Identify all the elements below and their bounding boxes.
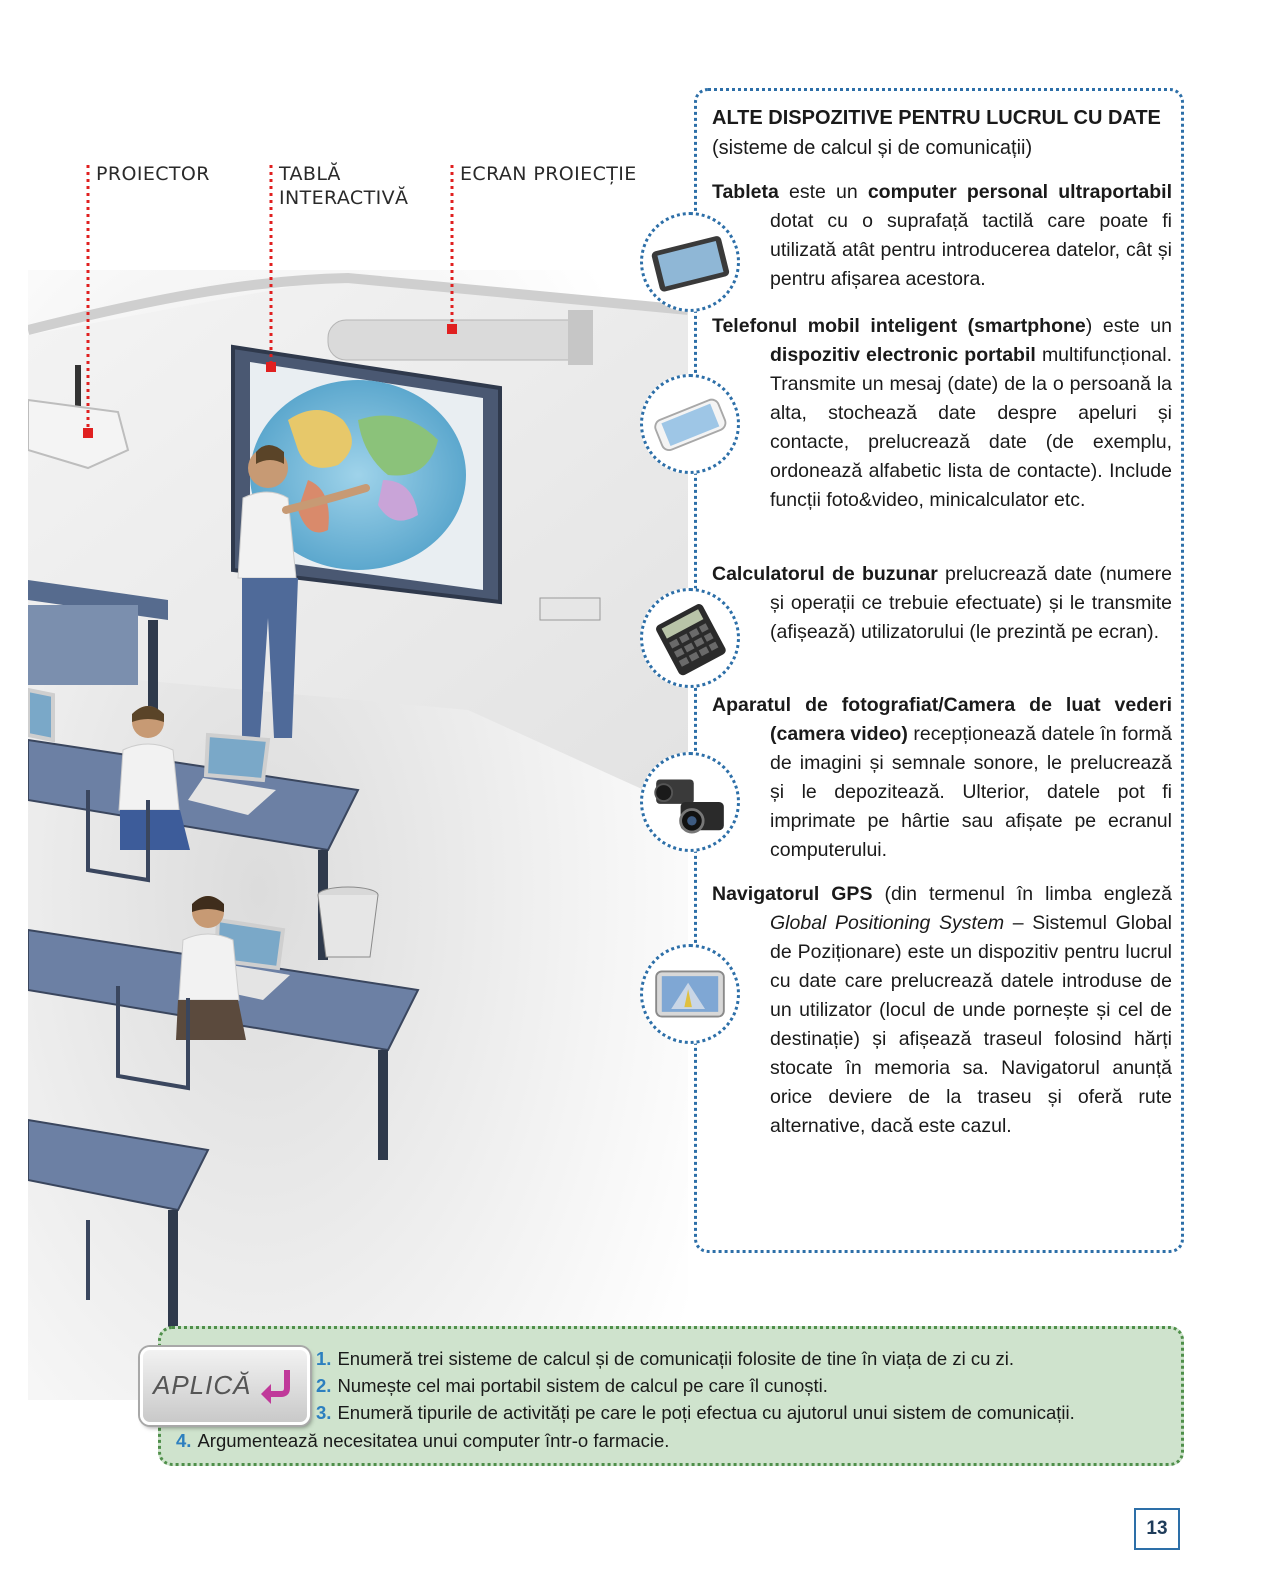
entry-term: computer personal ultraportabil — [867, 181, 1172, 203]
apply-item-4 — [176, 1428, 669, 1454]
entry-text — [712, 178, 1172, 294]
entry-text — [712, 880, 1172, 1141]
apply-item-text: Numește cel mai portabil sistem de calcul pe care îl cunoști. — [337, 1375, 828, 1396]
entry-camera — [712, 691, 1172, 865]
apply-item-text: Argumentează necesitatea unui computer într-o farmacie. — [197, 1430, 670, 1451]
calculator-icon — [640, 588, 740, 688]
classroom-illustration — [28, 150, 688, 1400]
apply-item-1 — [316, 1346, 1014, 1372]
entry-description: multifuncțional. Transmite un mesaj (date) de la o persoană la alta, stochează date despre apeluri și contacte, prelucrează date (de exemplu, ordonează alfabetic lista de contacte). Include funcții foto&video, minicalculator etc. — [770, 344, 1173, 511]
apply-item-text: Enumeră tipurile de activități pe care le poți efectua cu ajutorul unui sistem de comunicații. — [337, 1402, 1075, 1423]
entry-term: Telefonul mobil inteligent (smartphone — [712, 315, 1086, 337]
apply-item-number: 4. — [176, 1430, 192, 1451]
whiteboard-label-line2: INTERACTIVĂ — [279, 187, 409, 209]
apply-item-3 — [316, 1400, 1075, 1426]
tablet-icon — [640, 212, 740, 312]
entry-description: (din termenul în limba engleză — [872, 883, 1172, 905]
gps-navigator-icon — [640, 944, 740, 1044]
entry-description: prelucrează date (numere și operații ce trebuie efectuate) și le transmite (afișează) utilizatorului (le prezintă pe ecran). — [770, 563, 1172, 643]
entry-description: recepționează datele în formă de imagini și semnale sonore, le prelucrează și le depozitează. Ulterior, datele pot fi imprimate pe hârtie sau afișate pe ecranul computerului. — [770, 723, 1172, 861]
entry-calculator — [712, 560, 1172, 647]
page-number: 13 — [1134, 1508, 1180, 1550]
camera-icon — [640, 752, 740, 852]
apply-item-number: 1. — [316, 1348, 332, 1369]
entry-italic-term: Global Positioning System — [770, 912, 1005, 934]
entry-description: – Sistemul Global de Poziționare) este un dispozitiv pentru lucrul cu date care prelucrează datele introduse de un utilizator (locul de unde pornește și cel de destinație) și afișează traseul folosind hărți stocate în memoria sa. Navigatorul anunță orice deviere de la traseu și oferă rute alternative, dacă este cazul. — [770, 912, 1172, 1137]
apply-item-number: 3. — [316, 1402, 332, 1423]
smartphone-icon — [640, 374, 740, 474]
entry-tablet — [712, 178, 1172, 294]
classroom-scene — [28, 150, 688, 1400]
apply-item-number: 2. — [316, 1375, 332, 1396]
info-box-title-bold: ALTE DISPOZITIVE PENTRU LUCRUL CU DATE — [712, 107, 1161, 129]
entry-description: este un — [778, 181, 868, 203]
entry-term: dispozitiv electronic portabil — [770, 344, 1036, 366]
entry-term: Tableta — [712, 181, 779, 203]
return-arrow-icon — [257, 1366, 295, 1404]
whiteboard-label — [279, 162, 408, 210]
entry-term: Calculatorul de buzunar — [712, 563, 938, 585]
entry-term: Aparatul de fotografiat/Camera de luat vederi (camera video) — [712, 694, 1172, 745]
entry-term: Navigatorul GPS — [712, 883, 873, 905]
entry-text — [712, 560, 1172, 647]
apply-badge — [140, 1347, 310, 1425]
entry-description: ) este un — [1085, 315, 1172, 337]
entry-description: dotat cu o suprafață tactilă care poate fi utilizată atât pentru introducerea datelor, cât și pentru afișarea acestora. — [770, 210, 1172, 290]
entry-text — [712, 691, 1172, 865]
entry-smartphone — [712, 312, 1172, 515]
apply-item-2 — [316, 1373, 828, 1399]
whiteboard-label-line1: TABLĂ — [279, 163, 341, 185]
apply-badge-label: APLICĂ — [153, 1370, 252, 1400]
projector-label: PROIECTOR — [96, 163, 210, 185]
entry-gps — [712, 880, 1172, 1141]
entry-text — [712, 312, 1172, 515]
projection-screen-label: ECRAN PROIECȚIE — [460, 163, 637, 185]
apply-item-text: Enumeră trei sisteme de calcul și de comunicații folosite de tine în viața de zi cu zi. — [337, 1348, 1015, 1369]
info-box-title — [712, 103, 1172, 163]
info-box-title-rest: (sisteme de calcul și de comunicații) — [712, 137, 1033, 159]
